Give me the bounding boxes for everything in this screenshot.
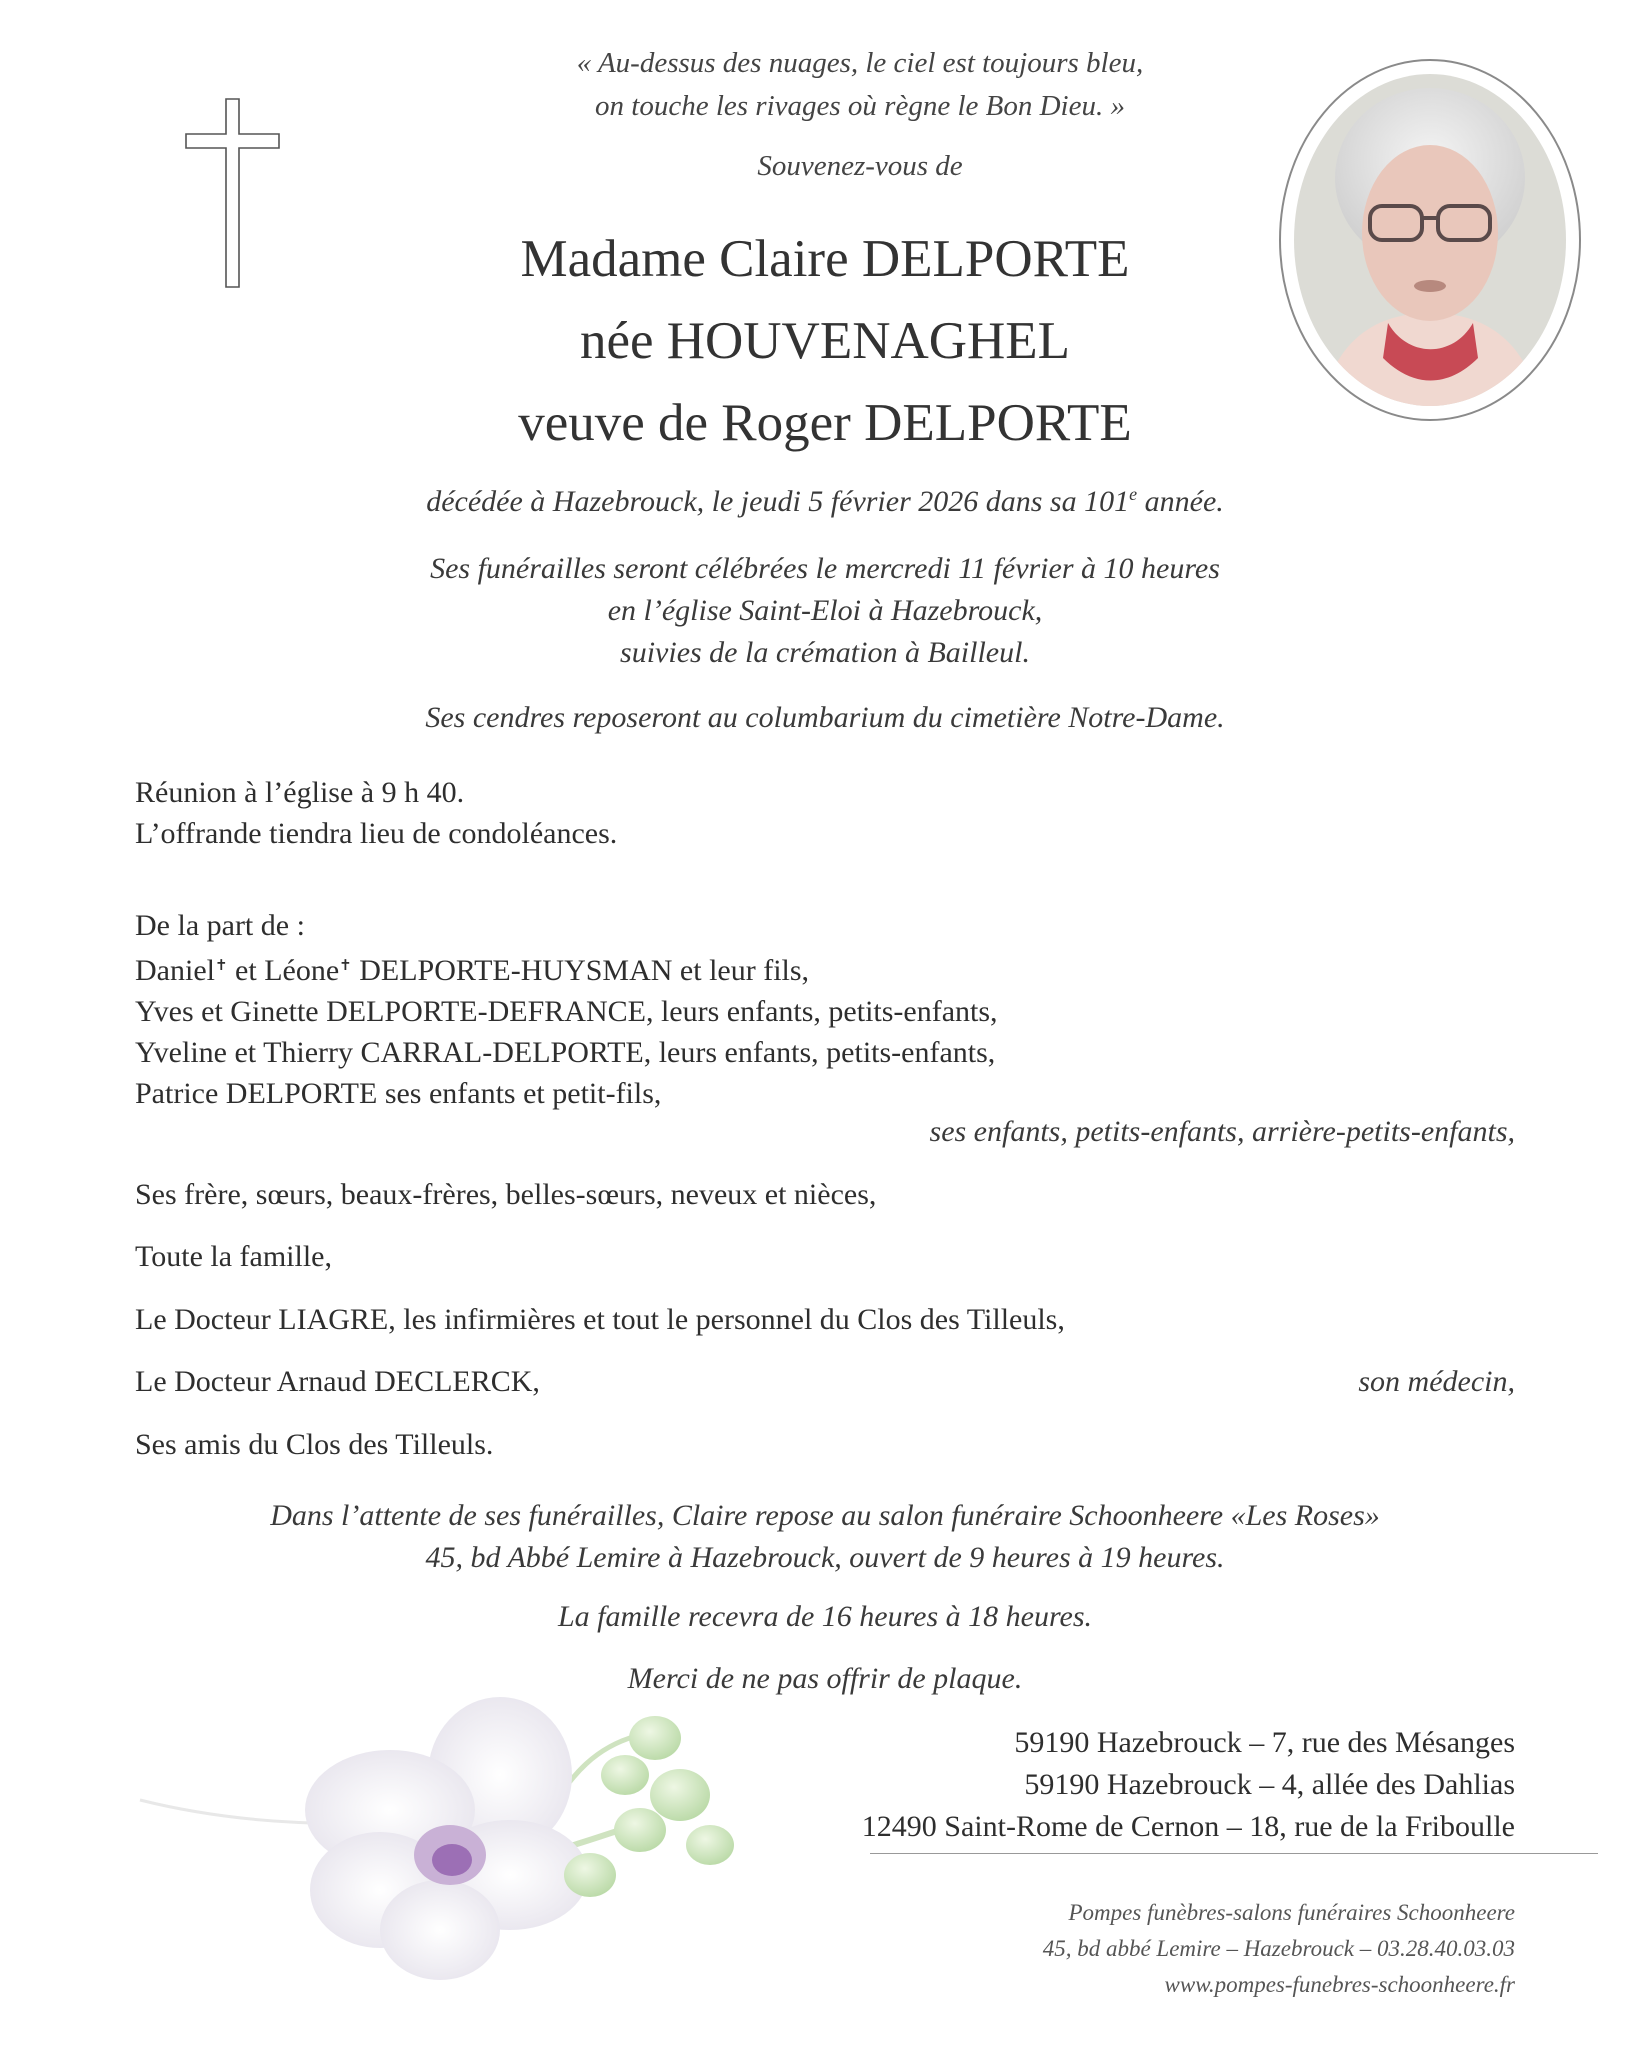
siblings-line: Ses frère, sœurs, beaux-frères, belles-sœurs, neveux et nièces, [135, 1178, 877, 1211]
no-plaque-note: Merci de ne pas offrir de plaque. [627, 1662, 1023, 1695]
funeral-line-3: suivies de la crémation à Bailleul. [620, 636, 1030, 669]
wake-line-2: 45, bd Abbé Lemire à Hazebrouck, ouvert de 9 heures à 19 heures. [425, 1541, 1225, 1574]
funeral-line-1: Ses funérailles seront célébrées le mercredi 11 février à 10 heures [430, 552, 1220, 585]
all-family-line: Toute la famille, [135, 1240, 332, 1273]
company-name: Pompes funèbres-salons funéraires Schoonheere [1068, 1900, 1515, 1925]
funeral-info [300, 548, 1350, 674]
remember-label: Souvenez-vous de [757, 150, 963, 182]
meeting-line-2: L’offrande tiendra lieu de condoléances. [135, 817, 618, 850]
dagger-icon: ✝ [339, 958, 352, 974]
friends-line: Ses amis du Clos des Tilleuls. [135, 1428, 494, 1461]
deceased-name: Madame Claire DELPORTE [520, 230, 1130, 288]
epitaph-quote [360, 42, 1360, 128]
family-line-yveline: Yveline et Thierry CARRAL-DELPORTE, leurs enfants, petits-enfants, [135, 1036, 996, 1069]
death-notice [300, 484, 1350, 519]
doctor-role: son médecin, [1358, 1365, 1515, 1398]
divider [870, 1853, 1598, 1854]
company-website[interactable]: www.pompes-funebres-schoonheere.fr [1164, 1972, 1515, 1997]
family-list [135, 905, 998, 1114]
doctor-liagre-line: Le Docteur LIAGRE, les infirmières et tout le personnel du Clos des Tilleuls, [135, 1303, 1065, 1336]
death-text-end: année. [1137, 485, 1224, 518]
doctor-declerck-name: Le Docteur Arnaud DECLERCK, [135, 1365, 540, 1398]
family-line-patrice: Patrice DELPORTE ses enfants et petit-fils, [135, 1077, 662, 1110]
doctor-declerck-line [135, 1365, 1515, 1399]
wake-line-1: Dans l’attente de ses funérailles, Claire repose au salon funéraire Schoonheere «Les Roses» [270, 1499, 1380, 1532]
dagger-icon: ✝ [214, 958, 228, 974]
daniel-rest: DELPORTE-HUYSMAN et leur fils, [351, 954, 810, 987]
widow-of: veuve de Roger DELPORTE [518, 394, 1132, 452]
address-1: 59190 Hazebrouck – 7, rue des Mésanges [1014, 1726, 1515, 1759]
funeral-line-2: en l’église Saint-Eloi à Hazebrouck, [607, 594, 1043, 627]
family-addresses [760, 1722, 1515, 1848]
family-intro: De la part de : [135, 909, 305, 942]
leone-name: et Léone [227, 954, 340, 987]
address-3: 12490 Saint-Rome de Cernon – 18, rue de la Friboulle [861, 1810, 1515, 1843]
quote-line-2: on touche les rivages où règne le Bon Dieu. » [595, 90, 1125, 122]
maiden-name: née HOUVENAGHEL [579, 312, 1071, 370]
family-line-daniel [135, 946, 998, 991]
company-address-phone: 45, bd abbé Lemire – Hazebrouck – 03.28.40.03.03 [1042, 1936, 1515, 1961]
quote-line-1: « Au-dessus des nuages, le ciel est toujours bleu, [576, 47, 1144, 79]
ordinal-suffix: e [1129, 484, 1138, 504]
death-text: décédée à Hazebrouck, le jeudi 5 février 2026 dans sa 101 [426, 485, 1130, 518]
funeral-home-footer [900, 1895, 1515, 2003]
daniel-name: Daniel [135, 954, 215, 987]
meeting-info [135, 772, 617, 854]
wake-info [160, 1495, 1490, 1579]
ashes-info: Ses cendres reposeront au columbarium du cimetière Notre-Dame. [425, 701, 1225, 734]
meeting-line-1: Réunion à l’église à 9 h 40. [135, 776, 465, 809]
deceased-name-block [320, 218, 1330, 464]
portrait-photo [1278, 58, 1583, 423]
address-2: 59190 Hazebrouck – 4, allée des Dahlias [1024, 1768, 1515, 1801]
cross-icon [185, 98, 280, 288]
reception-hours: La famille recevra de 16 heures à 18 heures. [557, 1600, 1093, 1633]
family-line-yves: Yves et Ginette DELPORTE-DEFRANCE, leurs enfants, petits-enfants, [135, 995, 998, 1028]
children-summary: ses enfants, petits-enfants, arrière-petits-enfants, [929, 1115, 1515, 1148]
